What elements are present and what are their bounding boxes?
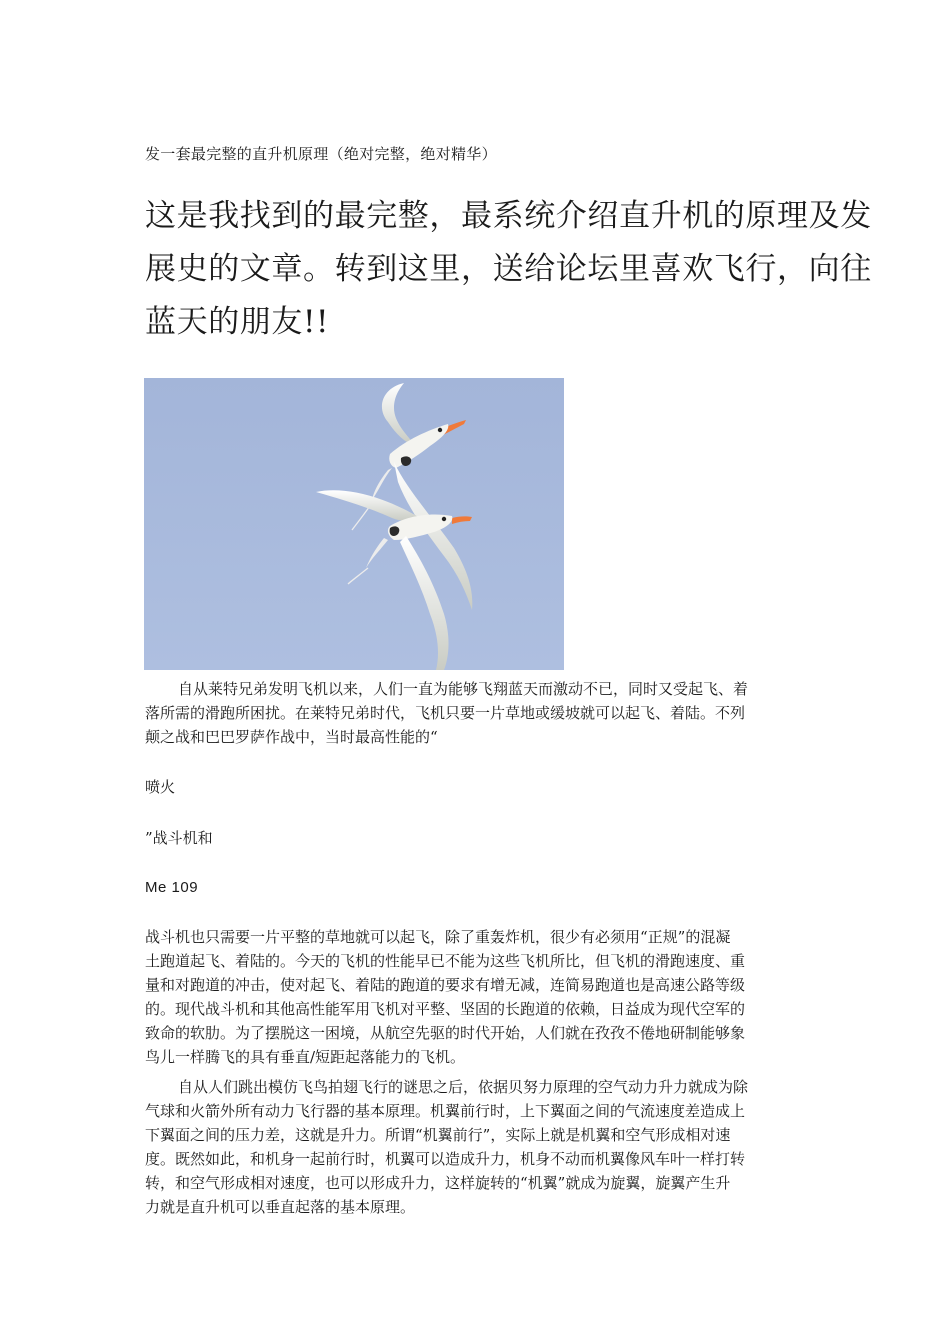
headline-line: 蓝天的朋友!! bbox=[145, 304, 330, 340]
headline-line: 展史的文章。转到这里，送给论坛里喜欢飞行，向往 bbox=[145, 251, 872, 287]
text-fragment-spitfire: 喷火 bbox=[145, 778, 176, 796]
text-fragment-me109: Me 109 bbox=[145, 879, 199, 896]
paragraph-line: 量和对跑道的冲击，使对起飞、着陆的跑道的要求有增无减，连简易跑道也是高速公路等级 bbox=[145, 976, 746, 994]
paragraph-line: 颠之战和巴巴罗萨作战中，当时最高性能的“ bbox=[145, 728, 438, 746]
paragraph-line: 鸟儿一样腾飞的具有垂直/短距起落能力的飞机。 bbox=[145, 1048, 466, 1066]
paragraph-line: 土跑道起飞、着陆的。今天的飞机的性能早已不能为这些飞机所比，但飞机的滑跑速度、重 bbox=[145, 952, 746, 970]
paragraph-line: 落所需的滑跑所困扰。在莱特兄弟时代，飞机只要一片草地或缓坡就可以起飞、着陆。不列 bbox=[145, 704, 746, 722]
paragraph-runway bbox=[145, 925, 815, 1069]
paragraph-intro bbox=[145, 677, 815, 749]
document-headline bbox=[145, 190, 872, 349]
paragraph-line: 度。既然如此，和机身一起前行时，机翼可以造成升力，机身不动而机翼像风车叶一样打转 bbox=[145, 1150, 746, 1168]
tropicbirds-photo bbox=[144, 378, 564, 670]
paragraph-line: 转，和空气形成相对速度，也可以形成升力，这样旋转的“机翼”就成为旋翼，旋翼产生升 bbox=[145, 1174, 731, 1192]
document-subtitle: 发一套最完整的直升机原理（绝对完整，绝对精华） bbox=[145, 145, 497, 163]
paragraph-line: 战斗机也只需要一片平整的草地就可以起飞，除了重轰炸机，很少有必须用“正规”的混凝 bbox=[145, 928, 731, 946]
paragraph-lift-principle bbox=[145, 1075, 815, 1219]
paragraph-line: 的。现代战斗机和其他高性能军用飞机对平整、坚固的长跑道的依赖，日益成为现代空军的 bbox=[145, 1000, 746, 1018]
text-fragment-fighter: ”战斗机和 bbox=[145, 829, 213, 847]
headline-line: 这是我找到的最完整，最系统介绍直升机的原理及发 bbox=[145, 198, 872, 234]
paragraph-line: 气球和火箭外所有动力飞行器的基本原理。机翼前行时，上下翼面之间的气流速度差造成上 bbox=[145, 1102, 746, 1120]
paragraph-line: 自从莱特兄弟发明飞机以来，人们一直为能够飞翔蓝天而激动不已，同时又受起飞、着 bbox=[178, 680, 749, 698]
paragraph-line: 自从人们跳出模仿飞鸟拍翅飞行的谜思之后，依据贝努力原理的空气动力升力就成为除 bbox=[178, 1078, 749, 1096]
sky-background bbox=[144, 378, 564, 670]
paragraph-line: 下翼面之间的压力差，这就是升力。所谓“机翼前行”，实际上就是机翼和空气形成相对速 bbox=[145, 1126, 731, 1144]
paragraph-line: 力就是直升机可以垂直起落的基本原理。 bbox=[145, 1198, 416, 1216]
paragraph-line: 致命的软肋。为了摆脱这一困境，从航空先驱的时代开始，人们就在孜孜不倦地研制能够象 bbox=[145, 1024, 746, 1042]
